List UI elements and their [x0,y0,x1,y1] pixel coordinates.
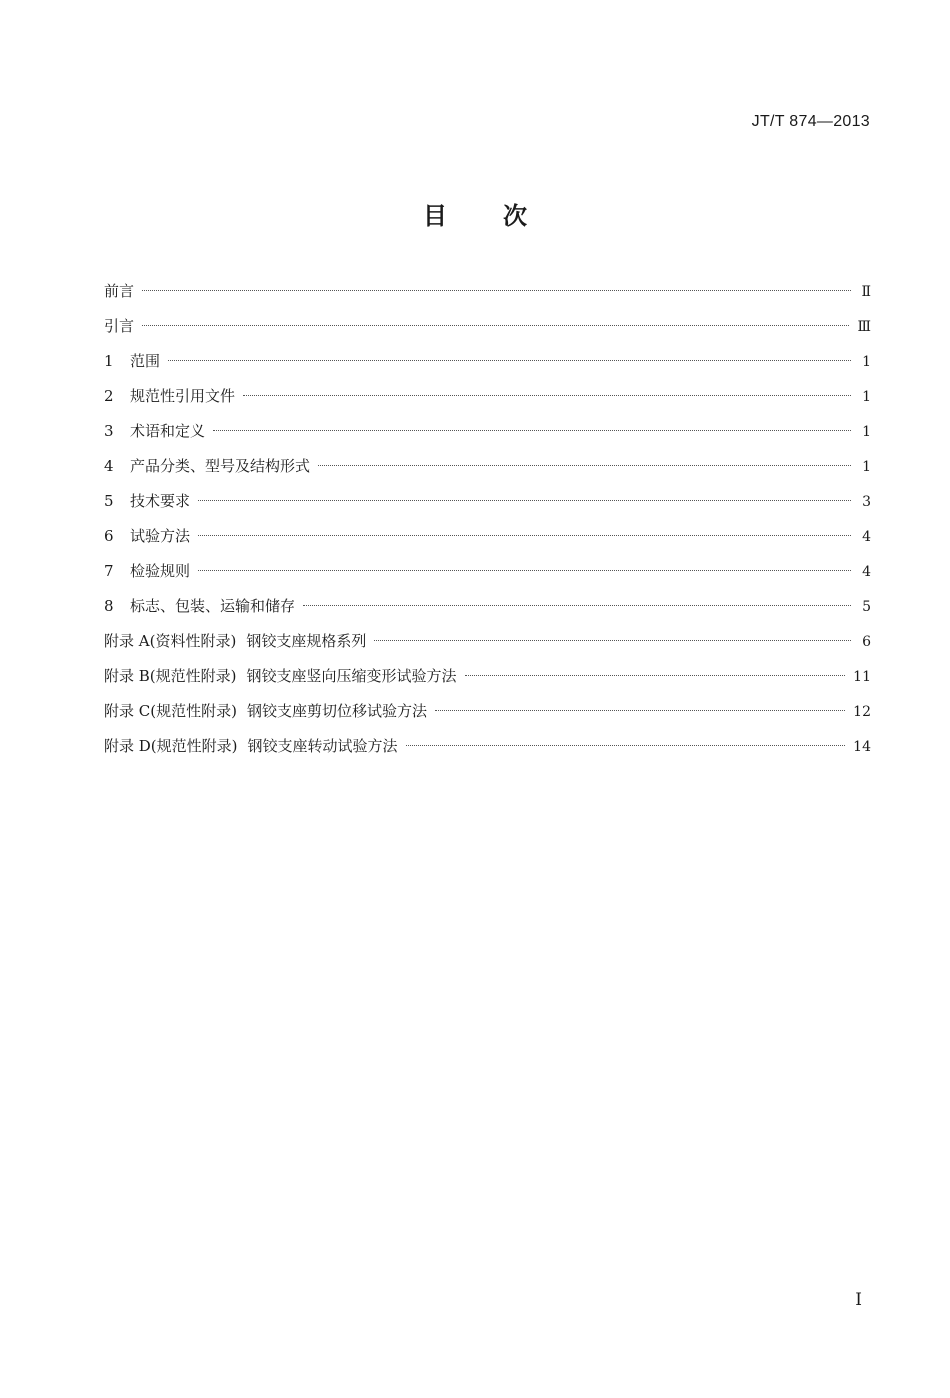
toc-entry-page: 4 [862,529,871,545]
toc-entry-label: 产品分类、型号及结构形式 [130,457,311,475]
toc-annex-designation: 附录 C(规范性附录) [104,702,237,720]
toc-leader-dots [213,430,851,431]
toc-leader-dots [198,535,851,536]
toc-entry-label [104,659,457,694]
toc-annex-title: 钢铰支座剪切位移试验方法 [246,702,427,720]
toc-entry-label [104,694,427,729]
toc-entry-annex-b[interactable] [104,659,871,694]
toc-entry-page: 12 [853,704,871,720]
toc-entry-label [104,729,398,764]
toc-leader-dots [435,710,845,711]
toc-entry-label: 技术要求 [130,492,191,510]
toc-entry-normative-references[interactable] [104,379,871,414]
toc-annex-title: 钢铰支座转动试验方法 [247,737,398,755]
toc-entry-technical-requirements[interactable] [104,484,871,519]
toc-leader-dots [303,605,851,606]
toc-leader-dots [142,290,851,291]
page-title [0,196,950,231]
toc-leader-dots [243,395,851,396]
standard-number: JT/T 874—2013 [751,113,870,130]
toc-leader-dots [198,500,851,501]
toc-entry-label: 试验方法 [130,527,191,545]
toc-annex-designation: 附录 A(资料性附录) [104,632,237,650]
toc-entry-label: 检验规则 [130,562,191,580]
toc-annex-designation: 附录 B(规范性附录) [104,667,237,685]
toc-entry-label: 前言 [104,282,135,300]
toc-entry-number: 2 [104,387,114,405]
page-folio: I [855,1290,862,1310]
toc-entry-annex-c[interactable] [104,694,871,729]
toc-entry-number: 3 [104,422,114,440]
toc-entry-marking-packaging[interactable] [104,589,871,624]
title-char-2: 次 [503,202,527,230]
toc-entry-number: 1 [104,352,114,370]
toc-entry-introduction[interactable] [104,309,871,344]
toc-entry-page: Ⅱ [861,284,871,300]
toc-entry-page: 1 [862,354,871,370]
toc-leader-dots [168,360,851,361]
toc-leader-dots [198,570,851,571]
toc-annex-title: 钢铰支座规格系列 [246,632,367,650]
toc-entry-number: 6 [104,527,114,545]
toc-entry-inspection-rules[interactable] [104,554,871,589]
toc-annex-title: 钢铰支座竖向压缩变形试验方法 [246,667,457,685]
toc-entry-page: 14 [853,739,871,755]
toc-leader-dots [318,465,851,466]
toc-entry-page: 3 [862,494,871,510]
toc-entry-terms-definitions[interactable] [104,414,871,449]
toc-entry-label [104,624,366,659]
toc-entry-test-methods[interactable] [104,519,871,554]
toc-entry-number: 5 [104,492,114,510]
toc-entry-page: 4 [862,564,871,580]
toc-entry-page: 11 [853,669,871,685]
toc-leader-dots [142,325,849,326]
table-of-contents [104,274,871,764]
toc-entry-page: Ⅲ [857,319,871,335]
toc-entry-page: 1 [862,459,871,475]
toc-entry-label: 术语和定义 [130,422,206,440]
toc-entry-page: 6 [862,634,871,650]
toc-entry-foreword[interactable] [104,274,871,309]
toc-entry-number: 8 [104,597,114,615]
toc-entry-label: 规范性引用文件 [130,387,236,405]
toc-entry-number: 4 [104,457,114,475]
toc-entry-page: 1 [862,389,871,405]
toc-leader-dots [465,675,846,676]
toc-leader-dots [374,640,851,641]
toc-entry-annex-a[interactable] [104,624,871,659]
toc-annex-designation: 附录 D(规范性附录) [104,737,238,755]
toc-entry-label: 引言 [104,317,135,335]
toc-entry-scope[interactable] [104,344,871,379]
toc-entry-annex-d[interactable] [104,729,871,764]
toc-entry-classification[interactable] [104,449,871,484]
toc-leader-dots [406,745,846,746]
toc-entry-label: 范围 [130,352,161,370]
toc-entry-page: 1 [862,424,871,440]
toc-entry-label: 标志、包装、运输和储存 [130,597,296,615]
title-char-1: 目 [423,202,447,230]
toc-entry-number: 7 [104,562,114,580]
toc-entry-page: 5 [862,599,871,615]
